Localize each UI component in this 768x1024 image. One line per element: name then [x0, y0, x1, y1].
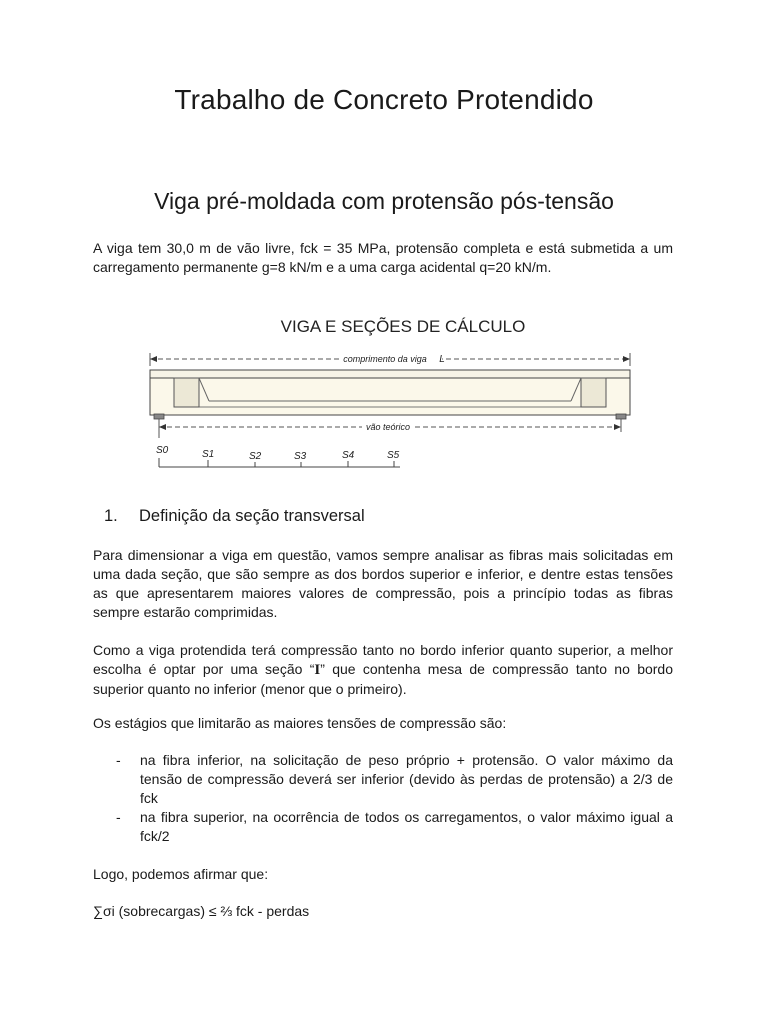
paragraph-section-choice-text-b: ” que contenha mesa de compressão tanto no bordo superior quanto no inferior (menor que o primeiro).: [93, 661, 673, 697]
list-item-text: na fibra superior, na ocorrência de todos os carregamentos, o valor máximo igual a fck/2: [140, 809, 673, 844]
document-subtitle: Viga pré-moldada com protensão pós-tensão: [154, 188, 614, 214]
span-label: vão teórico: [365, 422, 411, 432]
i-section-symbol: I: [314, 662, 321, 678]
paragraph-section-choice: [93, 641, 673, 699]
section-label-s4: S4: [342, 450, 355, 461]
span-arrow-left-icon: [159, 424, 166, 430]
figure-title: VIGA E SEÇÕES DE CÁLCULO: [280, 317, 526, 336]
list-item: [116, 751, 673, 808]
beam-end-block-left: [174, 378, 199, 407]
support-right: [616, 414, 626, 419]
stages-list: [116, 751, 673, 846]
section-heading: [104, 507, 365, 526]
length-arrow-right-icon: [623, 356, 630, 362]
section-label-s3: S3: [294, 451, 307, 462]
section-label-s1: S1: [202, 449, 215, 460]
bullet-dash: -: [116, 752, 121, 768]
paragraph-conclusion: Logo, podemos afirmar que:: [93, 866, 269, 882]
length-arrow-left-icon: [150, 356, 157, 362]
document-title: Trabalho de Concreto Protendido: [174, 84, 594, 115]
section-number: 1.: [104, 507, 118, 525]
support-left: [154, 414, 164, 419]
bullet-dash: -: [116, 809, 121, 825]
section-label-s2: S2: [249, 451, 262, 462]
beam-top-flange: [150, 370, 630, 378]
paragraph-section-choice-text-a: Como a viga protendida terá compressão tanto no bordo inferior quanto superior, a melhor escolha é optar por uma seção “: [93, 642, 673, 677]
section-title: Definição da seção transversal: [139, 507, 365, 525]
intro-paragraph: A viga tem 30,0 m de vão livre, fck = 35 MPa, protensão completa e está submetida a um carregamento permanente g=8 kN/m e a uma carga acidental q=20 kN/m.: [93, 240, 673, 275]
length-symbol: L: [439, 354, 445, 365]
paragraph-fibers: Para dimensionar a viga em questão, vamos sempre analisar as fibras mais solicitadas em uma dada seção, que são sempre as dos bordos superior e inferior, e dentre estas tensões as que apresentarem maiores valores de compressão, pois a princípio todas as fibras sempre estarão comprimidas.: [93, 547, 673, 620]
paragraph-stages: Os estágios que limitarão as maiores tensões de compressão são:: [93, 715, 507, 731]
section-label-s0: S0: [156, 445, 169, 456]
list-item-text: na fibra inferior, na solicitação de peso próprio + protensão. O valor máximo da tensão de compressão deverá ser inferior (devido às perdas de protensão) a 2/3 de fck: [140, 752, 673, 806]
list-item: [116, 808, 673, 846]
section-label-s5: S5: [387, 450, 400, 461]
section-marks: [156, 445, 400, 467]
beam-diagram: [140, 300, 680, 480]
length-label: comprimento da viga: [343, 354, 427, 364]
formula: ∑σi (sobrecargas) ≤ ⅔ fck - perdas: [93, 903, 310, 919]
beam-figure: [140, 300, 680, 480]
span-arrow-right-icon: [614, 424, 621, 430]
beam-body: [150, 378, 630, 415]
beam-end-block-right: [581, 378, 606, 407]
